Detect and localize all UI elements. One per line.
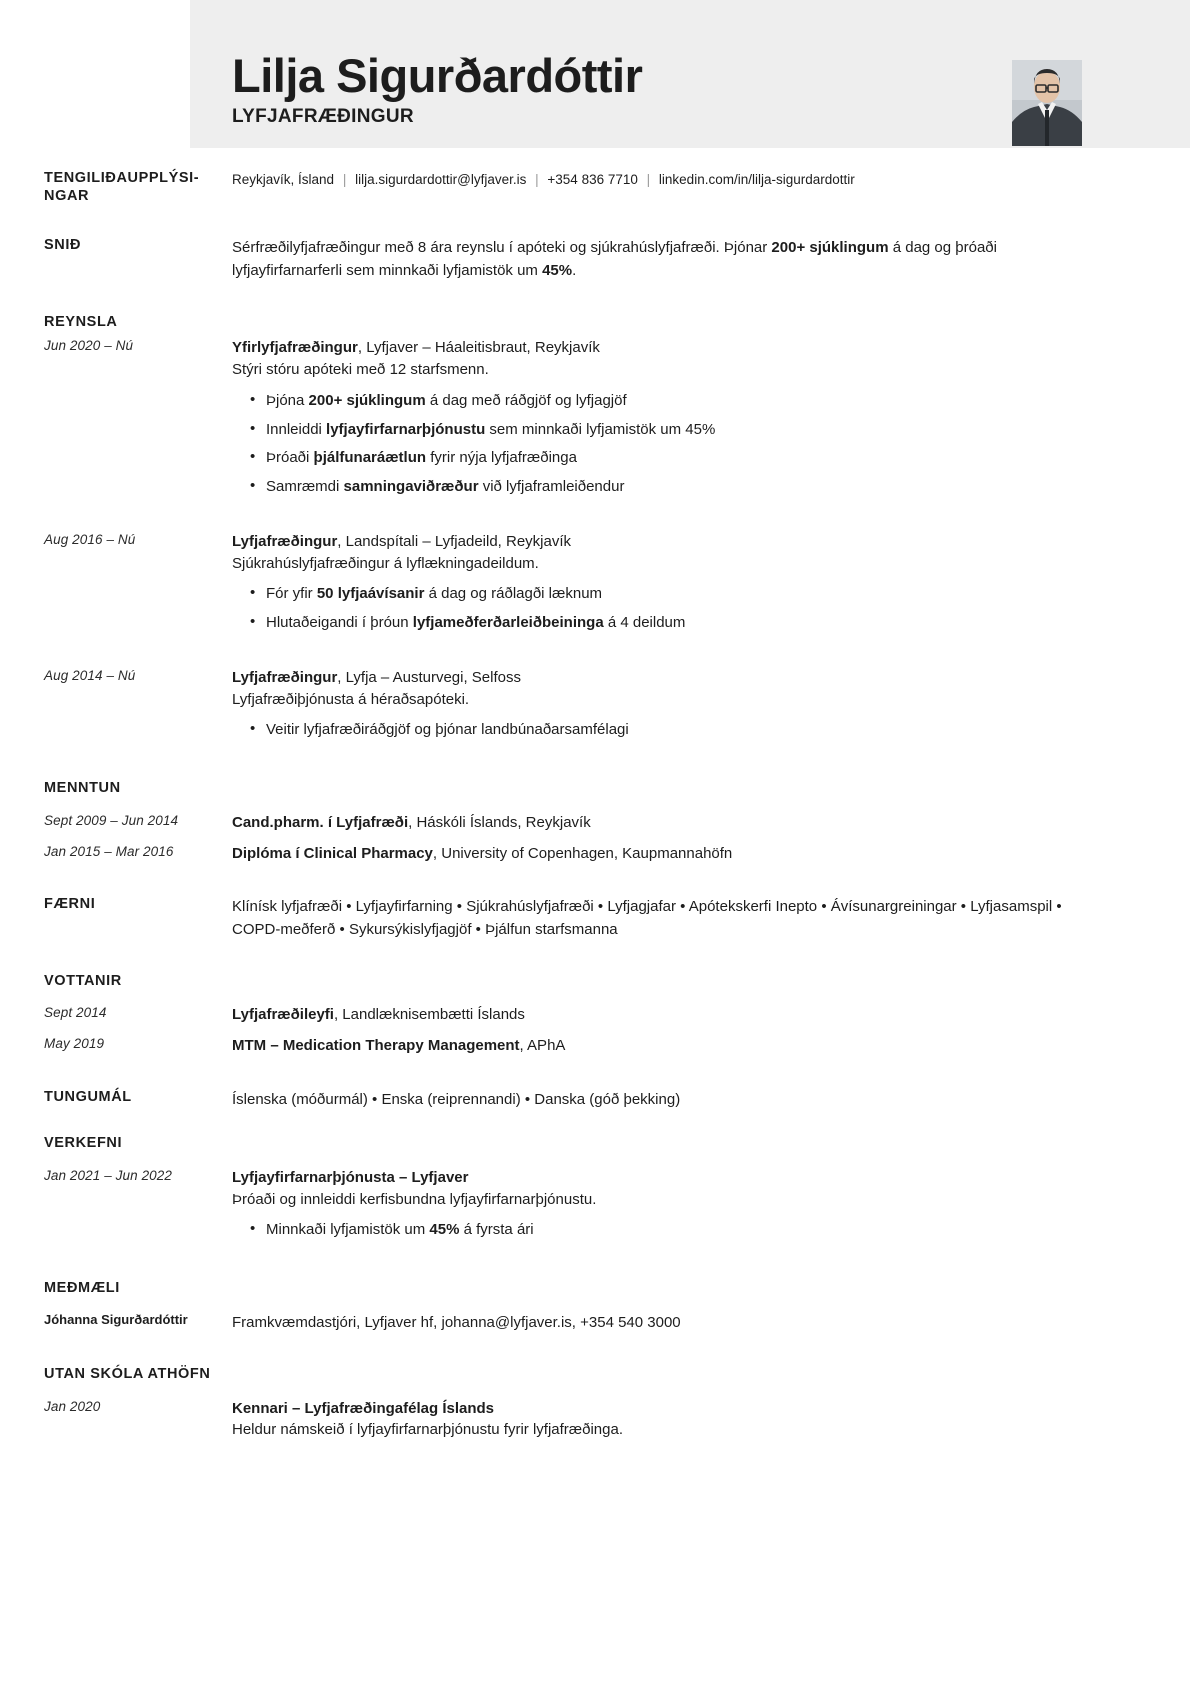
bullet-text-bold: þjálfunaráætlun (313, 449, 427, 467)
bullet-text-pre: Þróaði (266, 449, 314, 467)
summary-content (232, 237, 1190, 281)
bullet-text-bold: 200+ sjúklingum (308, 391, 426, 409)
certifications-section-label-col (0, 973, 232, 991)
experience-date-col (0, 531, 232, 549)
experience-description: Sjúkrahúslyfjafræðingur á lyflækningadeildum. (232, 554, 539, 572)
education-title-line (232, 812, 1070, 834)
bullet-text-bold: 50 lyfjaávísanir (316, 585, 425, 603)
project-bullet-list (232, 1219, 1070, 1241)
bullet-text-bold: samningaviðræður (343, 478, 479, 496)
extracurricular-date-col (0, 1398, 232, 1416)
bullet-text-post: á 4 deildum (603, 614, 686, 632)
experience-role: Yfirlyfjafræðingur (232, 339, 358, 357)
experience-bullet-list (232, 583, 1070, 634)
section-languages (0, 1089, 1190, 1111)
extracurricular-section-label: UTAN SKÓLA ATHÖFN (44, 1365, 211, 1382)
profile-photo (1012, 60, 1082, 146)
section-certifications-heading (0, 973, 1190, 991)
summary-text-part3: . (572, 261, 577, 279)
languages-content (232, 1089, 1190, 1111)
list-item (266, 476, 1070, 498)
candidate-name: Lilja Sigurðardóttir (232, 49, 643, 102)
header-text-block (232, 49, 643, 128)
extracurricular-description: Heldur námskeið í lyfjayfirfarnarþjónustu fyrir lyfjafræðinga. (232, 1421, 623, 1439)
section-summary (0, 237, 1190, 281)
languages-section-label: TUNGUMÁL (44, 1088, 132, 1105)
list-item (266, 1219, 1070, 1241)
experience-entry-content (232, 667, 1190, 748)
bullet-text-pre: Samræmdi (266, 478, 344, 496)
extracurricular-entry-content (232, 1398, 1190, 1442)
certification-entry-content (232, 1035, 1190, 1057)
contact-phone[interactable]: +354 836 7710 (547, 172, 638, 187)
education-dates: Jan 2015 – Mar 2016 (44, 843, 174, 859)
project-title: Lyfjayfirfarnarþjónusta – Lyfjaver (232, 1168, 469, 1186)
experience-dates: Jun 2020 – Nú (44, 338, 134, 354)
extracurricular-title: Kennari – Lyfjafræðingafélag Íslands (232, 1399, 495, 1417)
contact-section-label-col (0, 170, 232, 205)
section-experience-heading (0, 314, 1190, 332)
education-section-label-col (0, 780, 232, 798)
summary-highlight-patients: 200+ sjúklingum (771, 239, 889, 257)
project-date-col (0, 1167, 232, 1185)
project-dates: Jan 2021 – Jun 2022 (44, 1167, 173, 1183)
contact-location: Reykjavík, Ísland (232, 172, 335, 187)
experience-date-col (0, 667, 232, 685)
experience-title-line (232, 337, 1070, 359)
education-degree: Cand.pharm. í Lyfjafræði (232, 813, 409, 831)
reference-entry (0, 1312, 1190, 1334)
certification-issuer: , Landlæknisembætti Íslands (333, 1006, 525, 1024)
bullet-text-bold: lyfjameðferðarleiðbeininga (412, 614, 604, 632)
education-date-col (0, 812, 232, 830)
avatar-illustration (1012, 60, 1082, 146)
experience-dates: Aug 2016 – Nú (44, 531, 136, 547)
resume-header (0, 0, 1190, 148)
certification-entry (0, 1035, 1190, 1057)
experience-bullet-list (232, 719, 1070, 741)
reference-name-col (0, 1312, 232, 1329)
certification-issuer: , APhA (519, 1037, 566, 1055)
summary-section-label-col (0, 237, 232, 255)
contact-line (232, 170, 1070, 190)
contact-linkedin[interactable]: linkedin.com/in/lilja-sigurdardottir (658, 172, 855, 187)
experience-dates: Aug 2014 – Nú (44, 667, 136, 683)
experience-description: Stýri stóru apóteki með 12 starfsmenn. (232, 361, 489, 379)
summary-paragraph (232, 237, 1070, 281)
bullet-text-post: á dag með ráðgjöf og lyfjagjöf (425, 391, 627, 409)
bullet-text-post: fyrir nýja lyfjafræðinga (426, 449, 577, 467)
education-institution: , Háskóli Íslands, Reykjavík (408, 813, 591, 831)
list-item (266, 719, 1070, 741)
section-references-heading (0, 1280, 1190, 1298)
bullet-text-post: á fyrsta ári (459, 1221, 534, 1239)
bullet-text-pre: Minnkaði lyfjamistök um (266, 1221, 430, 1239)
skills-list: Klínísk lyfjafræði • Lyfjayfirfarning • Sjúkrahúslyfjafræði • Lyfjagjafar • Apótekskerfi Inepto • Ávísunargreiningar • Lyfjasamspil • COPD-meðferð • Sykursýkislyfjagjöf • Þjálfun starfsmanna (232, 898, 1062, 938)
certification-date-col (0, 1035, 232, 1053)
education-degree: Diplóma í Clinical Pharmacy (232, 844, 433, 862)
experience-entry-content (232, 531, 1190, 641)
bullet-text-pre: Fór yfir (266, 585, 317, 603)
education-date-col (0, 843, 232, 861)
bullet-text-pre: Þjóna (266, 391, 309, 409)
bullet-text-post: við lyfjaframleiðendur (478, 478, 625, 496)
experience-title-line (232, 667, 1070, 689)
summary-highlight-percent: 45% (542, 261, 573, 279)
bullet-text-pre: Innleiddi (266, 420, 327, 438)
references-section-label: MEÐMÆLI (44, 1280, 120, 1297)
experience-company: , Landspítali – Lyfjadeild, Reykjavík (337, 532, 572, 550)
bullet-text-post: sem minnkaði lyfjamistök um 45% (485, 420, 716, 438)
section-skills (0, 896, 1190, 940)
experience-bullet-list (232, 390, 1070, 498)
section-projects-heading (0, 1135, 1190, 1153)
section-extracurricular-heading (0, 1366, 1190, 1384)
education-entry-content (232, 843, 1190, 865)
bullet-text-pre: Veitir lyfjafræðiráðgjöf og þjónar landbúnaðarsamfélagi (266, 721, 629, 739)
certification-date-col (0, 1004, 232, 1022)
certification-title: MTM – Medication Therapy Management (232, 1037, 520, 1055)
list-item (266, 419, 1070, 441)
experience-role: Lyfjafræðingur (232, 668, 338, 686)
skills-section-label: FÆRNI (44, 896, 96, 913)
project-title-line (232, 1167, 1070, 1189)
experience-entry (0, 337, 1190, 505)
skills-section-label-col (0, 896, 232, 914)
education-entry (0, 843, 1190, 865)
certification-title-line (232, 1004, 1070, 1026)
certification-dates: Sept 2014 (44, 1005, 107, 1021)
certifications-section-label: VOTTANIR (44, 972, 122, 989)
list-item (266, 390, 1070, 412)
experience-title-line (232, 531, 1070, 553)
experience-section-label: REYNSLA (44, 313, 118, 330)
summary-text-part2: á dag og þróaði lyfjayfirfarnarferli sem minnkaði lyfjamistök um (232, 239, 997, 279)
experience-company: , Lyfja – Austurvegi, Selfoss (337, 668, 521, 686)
education-institution: , University of Copenhagen, Kaupmannahöfn (432, 844, 733, 862)
projects-section-label: VERKEFNI (44, 1135, 123, 1152)
extracurricular-section-label-col (0, 1366, 232, 1384)
contact-separator-3: | (646, 172, 651, 187)
experience-entry (0, 667, 1190, 748)
certification-entry (0, 1004, 1190, 1026)
contact-separator-1: | (342, 172, 347, 187)
certification-title: Lyfjafræðileyfi (232, 1006, 334, 1024)
project-description: Þróaði og innleiddi kerfisbundna lyfjayfirfarnarþjónustu. (232, 1190, 597, 1208)
bullet-text-bold: lyfjayfirfarnarþjónustu (326, 420, 486, 438)
references-section-label-col (0, 1280, 232, 1298)
candidate-job-title: LYFJAFRÆÐINGUR (232, 105, 414, 127)
experience-entry (0, 531, 1190, 641)
certification-entry-content (232, 1004, 1190, 1026)
extracurricular-dates: Jan 2020 (44, 1398, 101, 1414)
projects-section-label-col (0, 1135, 232, 1153)
contact-separator-2: | (535, 172, 539, 187)
contact-section-label: TENGILIÐAUPPLÝSI-NGAR (44, 170, 200, 204)
languages-list: Íslenska (móðurmál) • Enska (reiprennandi) • Danska (góð þekking) (232, 1090, 681, 1108)
certification-dates: May 2019 (44, 1036, 105, 1052)
experience-section-label-col (0, 314, 232, 332)
bullet-text-pre: Hlutaðeigandi í þróun (266, 614, 413, 632)
bullet-text-post: á dag og ráðlagði læknum (424, 585, 603, 603)
skills-content (232, 896, 1190, 940)
summary-text-part1: Sérfræðilyfjafræðingur með 8 ára reynslu í apóteki og sjúkrahúslyfjafræði. Þjónar (232, 239, 772, 257)
experience-date-col (0, 337, 232, 355)
education-entry (0, 812, 1190, 834)
section-education-heading (0, 780, 1190, 798)
experience-description: Lyfjafræðiþjónusta á héraðsapóteki. (232, 690, 470, 708)
bullet-text-bold: 45% (429, 1221, 460, 1239)
list-item (266, 583, 1070, 605)
list-item (266, 612, 1070, 634)
reference-entry-content (232, 1312, 1190, 1334)
certification-title-line (232, 1035, 1070, 1057)
extracurricular-entry (0, 1398, 1190, 1442)
education-section-label: MENNTUN (44, 780, 121, 797)
list-item (266, 447, 1070, 469)
experience-company: , Lyfjaver – Háaleitisbraut, Reykjavík (357, 339, 600, 357)
education-dates: Sept 2009 – Jun 2014 (44, 812, 179, 828)
experience-entry-content (232, 337, 1190, 505)
contact-content (232, 170, 1190, 190)
reference-details: Framkvæmdastjóri, Lyfjaver hf, johanna@lyfjaver.is, +354 540 3000 (232, 1313, 681, 1331)
resume-body (0, 170, 1190, 1441)
section-contact (0, 170, 1190, 205)
education-entry-content (232, 812, 1190, 834)
contact-email[interactable]: lilja.sigurdardottir@lyfjaver.is (355, 172, 527, 187)
extracurricular-title-line (232, 1398, 1070, 1420)
project-entry-content (232, 1167, 1190, 1248)
summary-section-label: SNIÐ (44, 237, 82, 254)
project-entry (0, 1167, 1190, 1248)
reference-name: Jóhanna Sigurðardóttir (44, 1311, 188, 1327)
education-title-line (232, 843, 1070, 865)
experience-role: Lyfjafræðingur (232, 532, 338, 550)
languages-section-label-col (0, 1089, 232, 1107)
